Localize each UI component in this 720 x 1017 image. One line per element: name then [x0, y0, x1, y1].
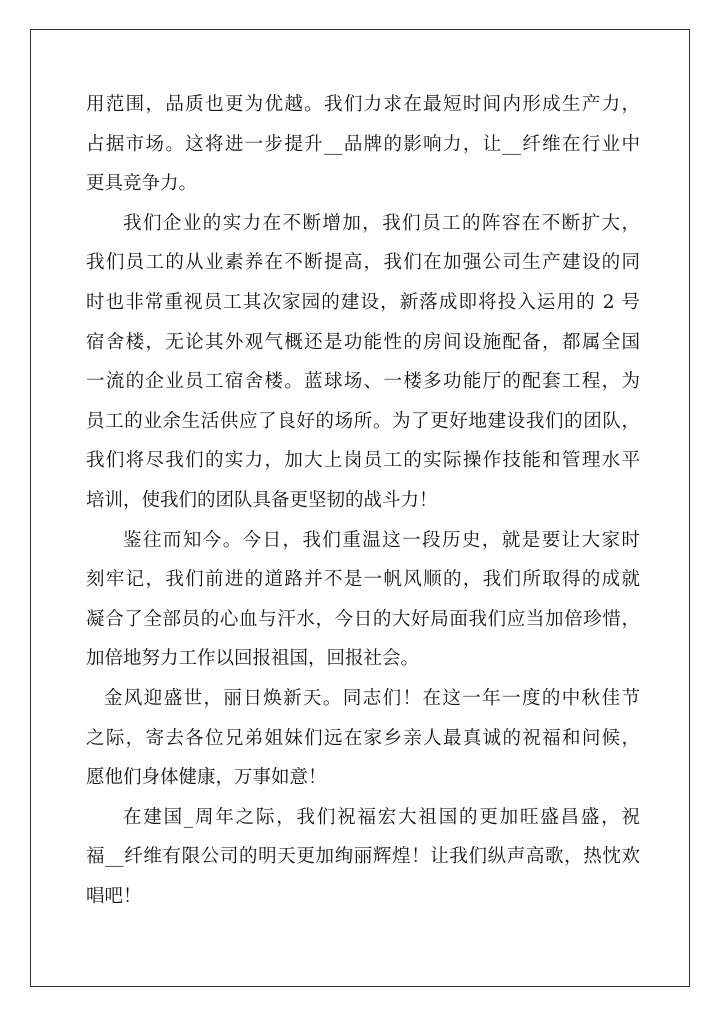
- paragraph-line: 我们员工的从业素养在不断提高，我们在加强公司生产建设的同: [86, 252, 640, 274]
- paragraph-line: 金风迎盛世，丽日焕新天。同志们！在这一年一度的中秋佳节: [104, 687, 640, 709]
- paragraph: [86, 204, 640, 521]
- paragraph-line: 更具竞争力。: [86, 173, 198, 195]
- paragraph-line: 占据市场。这将进一步提升__品牌的影响力，让__纤维在行业中: [86, 133, 640, 155]
- paragraph-line: 愿他们身体健康，万事如意！: [86, 767, 327, 789]
- paragraph-line: 时也非常重视员工其次家园的建设，新落成即将投入运用的 2 号: [86, 291, 640, 313]
- paragraph-line: 用范围，品质也更为优越。我们力求在最短时间内形成生产力，: [86, 94, 640, 115]
- paragraph-line: 凝合了全部员的心血与汗水，今日的大好局面我们应当加倍珍惜，: [86, 608, 640, 630]
- paragraph-line: 加倍地努力工作以回报祖国，回报社会。: [86, 648, 420, 670]
- paragraph-line: 宿舍楼，无论其外观气概还是功能性的房间设施配备，都属全国: [86, 331, 640, 353]
- paragraph: [86, 521, 640, 679]
- paragraph-line: 一流的企业员工宿舍楼。蓝球场、一楼多功能厅的配套工程，为: [86, 371, 640, 393]
- paragraph-line: 之际，寄去各位兄弟姐妹们远在家乡亲人最真诚的祝福和问候，: [86, 727, 640, 749]
- paragraph-line: 福__纤维有限公司的明天更加绚丽辉煌！让我们纵声高歌，热忱欢: [86, 846, 640, 868]
- paragraph-line: 我们将尽我们的实力，加大上岗员工的实际操作技能和管理水平: [86, 450, 640, 472]
- paragraph-line: 鉴往而知今。今日，我们重温这一段历史，就是要让大家时: [123, 529, 640, 551]
- paragraph: [86, 85, 640, 204]
- paragraph-line: 培训，使我们的团队具备更坚韧的战斗力！: [86, 489, 438, 511]
- paragraph: [86, 798, 640, 917]
- paragraph-line: 唱吧！: [86, 885, 142, 907]
- paragraph: [86, 679, 640, 798]
- paragraph-line: 刻牢记，我们前进的道路并不是一帆风顺的，我们所取得的成就: [86, 569, 640, 591]
- paragraph-line: 我们企业的实力在不断增加，我们员工的阵容在不断扩大，: [123, 212, 640, 234]
- document-body: [86, 85, 640, 916]
- paragraph-line: 员工的业余生活供应了良好的场所。为了更好地建设我们的团队，: [86, 410, 640, 432]
- paragraph-line: 在建国_周年之际，我们祝福宏大祖国的更加旺盛昌盛，祝: [123, 806, 640, 828]
